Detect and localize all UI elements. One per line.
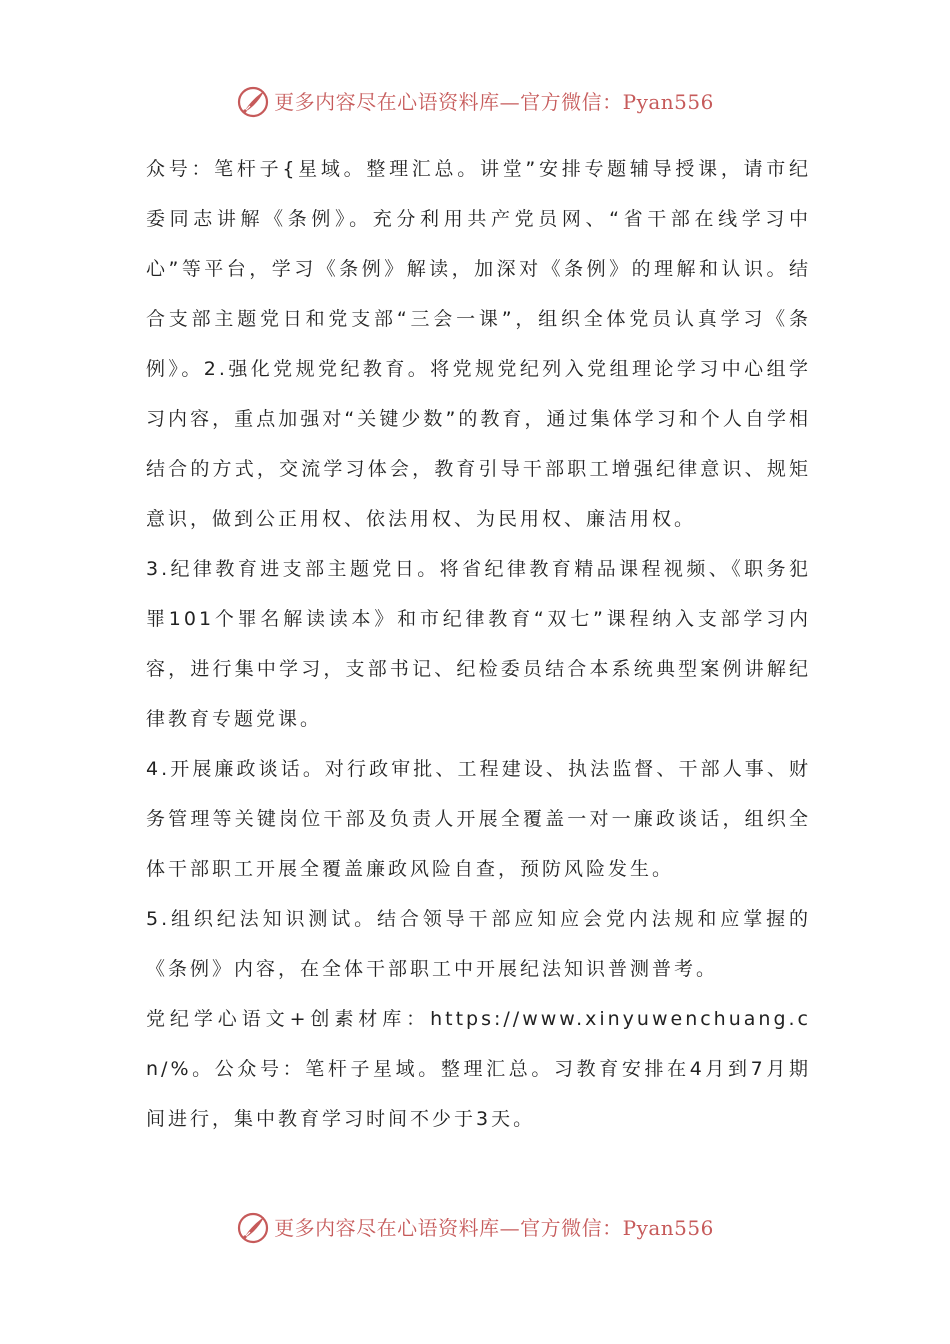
body-paragraph: 3.纪律教育进支部主题党日。将省纪律教育精品课程视频、《职务犯罪101个罪名解读读本》和市纪律教育“双七”课程纳入支部学习内容，进行集中学习，支部书记、纪检委员结合本系统典型案例讲解纪律教育专题党课。: [146, 558, 811, 730]
body-paragraph: 4.开展廉政谈话。对行政审批、工程建设、执法监督、干部人事、财务管理等关键岗位干部及负责人开展全覆盖一对一廉政谈话，组织全体干部职工开展全覆盖廉政风险自查，预防风险发生。: [146, 758, 811, 880]
footer-banner: [0, 1208, 950, 1248]
body-paragraph: 党纪学心语文+创素材库：https://www.xinyuwenchuang.cn/%。公众号：笔杆子星域。整理汇总。习教育安排在4月到7月期间进行，集中教育学习时间不少于3天。: [146, 1008, 811, 1130]
body-paragraph: 众号：笔杆子{星域。整理汇总。讲堂”安排专题辅导授课，请市纪委同志讲解《条例》。充分利用共产党员网、“省干部在线学习中心”等平台，学习《条例》解读，加深对《条例》的理解和认识。结合支部主题党日和党支部“三会一课”，组织全体党员认真学习《条例》。2.强化党规党纪教育。将党规党纪列入党组理论学习中心组学习内容，重点加强对“关键少数”的教育，通过集体学习和个人自学相结合的方式，交流学习体会，教育引导干部职工增强纪律意识、规矩意识，做到公正用权、依法用权、为民用权、廉洁用权。: [146, 158, 811, 530]
footer-banner-text: 更多内容尽在心语资料库—官方微信：Pyan556: [274, 1216, 714, 1240]
quill-pen-logo-icon: [236, 85, 270, 119]
quill-pen-logo-icon: [236, 1211, 270, 1245]
header-banner: [0, 82, 950, 122]
document-body: [146, 144, 811, 1144]
body-paragraph: 5.组织纪法知识测试。结合领导干部应知应会党内法规和应掌握的《条例》内容，在全体干部职工中开展纪法知识普测普考。: [146, 908, 811, 980]
header-banner-text: 更多内容尽在心语资料库—官方微信：Pyan556: [274, 90, 714, 114]
